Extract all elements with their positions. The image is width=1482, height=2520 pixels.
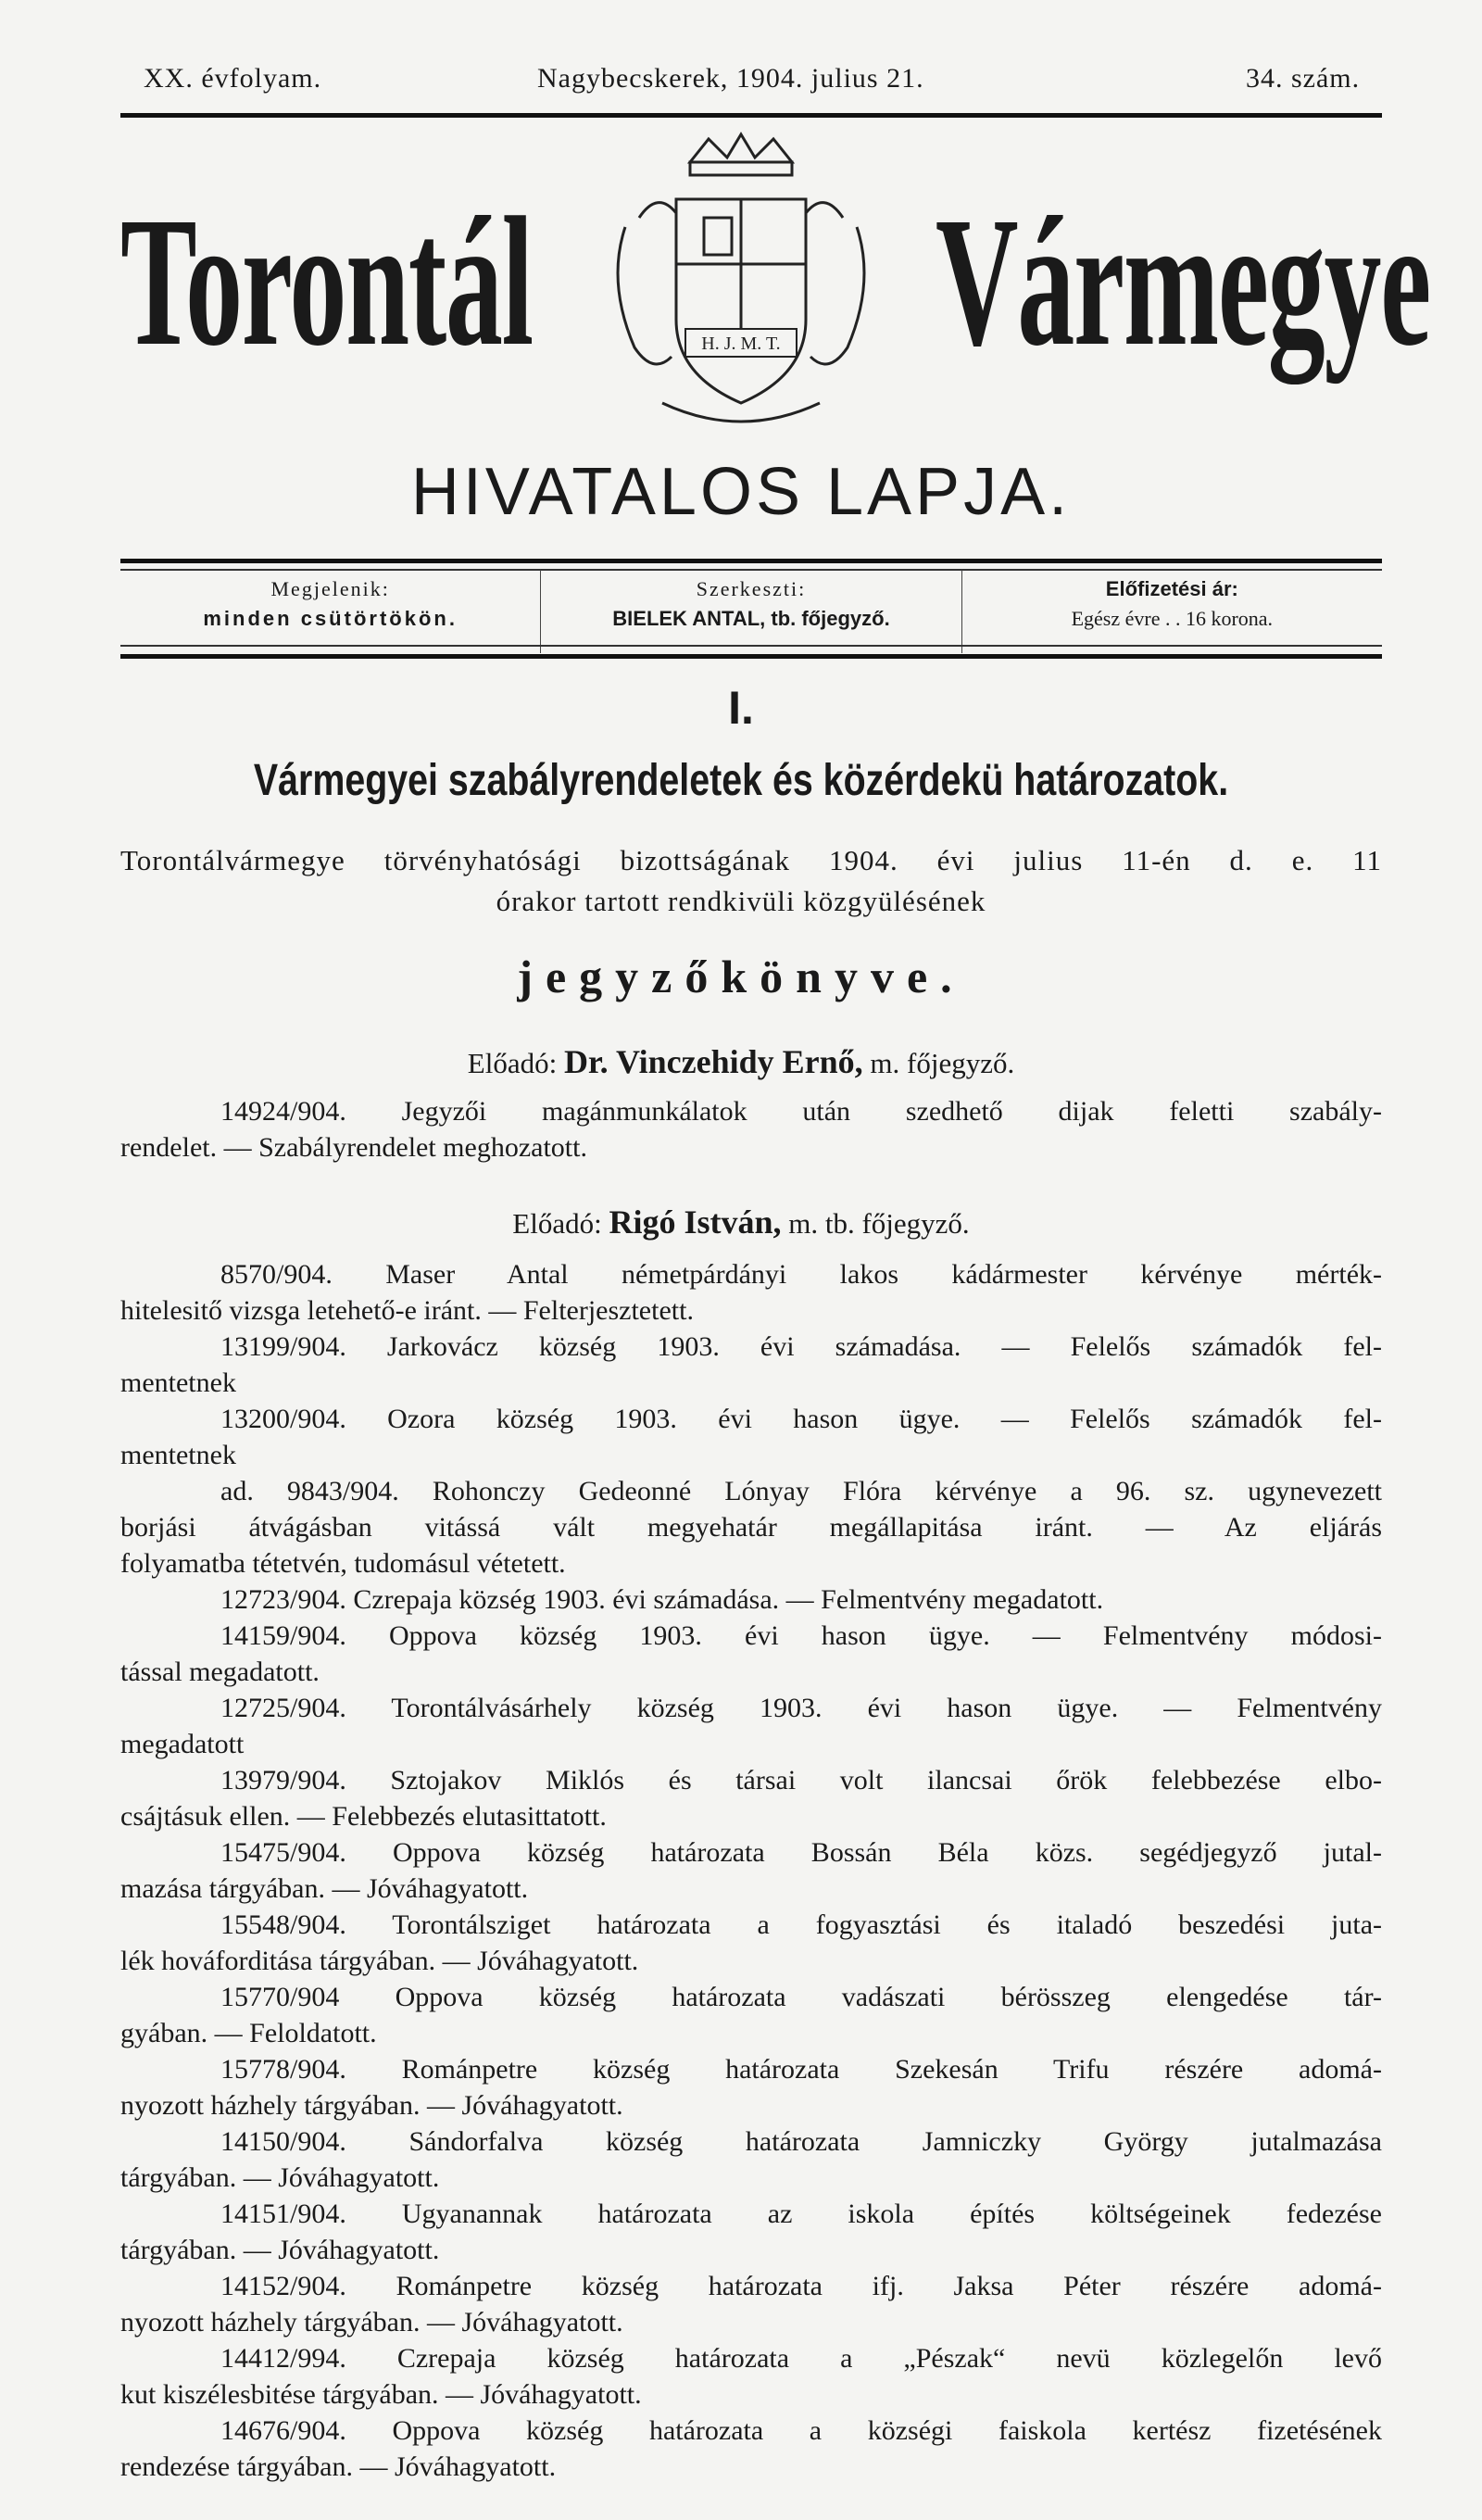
entry-paragraph xyxy=(120,1907,1382,1979)
entry-paragraph xyxy=(120,1834,1382,1907)
issue-number: 34. szám. xyxy=(1246,63,1361,94)
entry-line: mentetnek xyxy=(120,1367,236,1398)
entry-line: gyában. — Feloldatott. xyxy=(120,2018,377,2048)
entry-line: 14924/904. Jegyzői magánmunkálatok után szedhető dijak feletti szabály- xyxy=(220,1096,1382,1127)
masthead-right: Vármegye xyxy=(936,180,1431,384)
entry-paragraph xyxy=(120,1401,1382,1473)
intro-line: órakor tartott rendkivüli közgyülésének xyxy=(496,885,986,917)
entry-line: tárgyában. — Jóváhagyatott. xyxy=(120,2162,440,2193)
entry-line: csájtásuk ellen. — Felebbezés elutasittatott. xyxy=(120,1801,607,1832)
masthead-left: Torontál xyxy=(120,180,533,384)
entry-line: nyozott házhely tárgyában. — Jóváhagyatott. xyxy=(120,2090,623,2121)
entry-paragraph xyxy=(120,1762,1382,1834)
entry-line: 13200/904. Ozora község 1903. évi hason ügye. — Felelős számadók fel- xyxy=(220,1404,1382,1434)
entry-line: 15475/904. Oppova község határozata Bossán Béla közs. segédjegyző jutal- xyxy=(220,1837,1382,1868)
entry-paragraph xyxy=(120,2051,1382,2123)
info-label: Előfizetési ár: xyxy=(1105,577,1238,600)
section-number: I. xyxy=(728,682,754,734)
info-publication xyxy=(120,570,541,653)
entry-paragraph xyxy=(120,1618,1382,1690)
entry-line: rendelet. — Szabályrendelet meghozatott. xyxy=(120,1132,587,1163)
place-date: Nagybecskerek, 1904. julius 21. xyxy=(537,63,924,94)
entry-paragraph xyxy=(120,1581,1382,1618)
presenter-prefix: Előadó: xyxy=(467,1047,558,1079)
entry-paragraph xyxy=(120,1690,1382,1762)
entry-paragraph xyxy=(120,2123,1382,2196)
info-value: Egész évre . . 16 korona. xyxy=(1071,607,1274,630)
info-editor xyxy=(541,570,961,653)
entry-line: 12723/904. Czrepaja község 1903. évi számadása. — Felmentvény megadatott. xyxy=(220,1584,1104,1615)
entry-line: 14159/904. Oppova község 1903. évi hason ügye. — Felmentvény módosi- xyxy=(220,1620,1382,1651)
info-rule-top xyxy=(120,559,1382,563)
entry-line: 14150/904. Sándorfalva község határozata Jamniczky György jutalmazása xyxy=(220,2126,1382,2157)
presenter-role: m. tb. főjegyző. xyxy=(788,1207,970,1240)
entry-line: hitelesitő vizsga letehető-e iránt. — Felterjesztetett. xyxy=(120,1295,694,1326)
presenter-line xyxy=(0,1203,1482,1241)
presenter-prefix: Előadó: xyxy=(512,1207,602,1240)
entry-line: lék hováforditása tárgyában. — Jóváhagyatott. xyxy=(120,1946,639,1976)
entry-line: 14152/904. Románpetre község határozata ifj. Jaksa Péter részére adomá- xyxy=(220,2271,1382,2301)
presenter-role: m. főjegyző. xyxy=(870,1047,1015,1079)
entry-paragraph xyxy=(120,1979,1382,2051)
entry-line: borjási átvágásban vitássá vált megyehatár megállapitása iránt. — Az eljárás xyxy=(120,1512,1382,1543)
coat-of-arms-crest xyxy=(588,125,894,440)
info-label: Szerkeszti: xyxy=(696,577,807,600)
entry-paragraph xyxy=(120,1256,1382,1329)
info-rule-bottom xyxy=(120,654,1382,659)
entry-paragraph xyxy=(120,2413,1382,2485)
issue-header xyxy=(120,63,1382,100)
entry-line: mentetnek xyxy=(120,1440,236,1470)
entry-line: 8570/904. Maser Antal németpárdányi lakos kádármester kérvénye mérték- xyxy=(220,1259,1382,1290)
entry-line: ad. 9843/904. Rohonczy Gedeonné Lónyay Flóra kérvénye a 96. sz. ugynevezett xyxy=(220,1476,1382,1506)
crest-lettering: H. J. M. T. xyxy=(701,334,781,354)
entry-paragraph xyxy=(120,1473,1382,1581)
header-rule xyxy=(120,113,1382,118)
info-rule-bottom-thin xyxy=(120,645,1382,647)
volume-label: XX. évfolyam. xyxy=(144,63,322,94)
entry-line: 15778/904. Románpetre község határozata Szekesán Trifu részére adomá- xyxy=(220,2054,1382,2085)
info-box xyxy=(120,570,1382,653)
document-title: jegyzőkönyve. xyxy=(517,951,965,1002)
entry-paragraph xyxy=(120,1329,1382,1401)
info-label: Megjelenik: xyxy=(270,577,390,600)
entry-line: 13979/904. Sztojakov Miklós és társai volt ilancsai őrök felebbezése elbo- xyxy=(220,1765,1382,1796)
section-title: Vármegyei szabályrendeletek és közérdekü határozatok. xyxy=(253,756,1229,805)
info-subscription xyxy=(962,570,1382,653)
intro-line: Torontálvármegye törvényhatósági bizottságának 1904. évi julius 11-én d. e. 11 xyxy=(120,844,1382,876)
entry-paragraph xyxy=(120,2196,1382,2268)
entry-paragraph xyxy=(120,1093,1382,1166)
entry-line: mazása tárgyában. — Jóváhagyatott. xyxy=(120,1873,529,1904)
entry-line: megadatott xyxy=(120,1729,245,1759)
entry-paragraph xyxy=(120,2268,1382,2340)
presenter-name: Dr. Vinczehidy Ernő, xyxy=(563,1043,863,1080)
entry-line: tárgyában. — Jóváhagyatott. xyxy=(120,2235,440,2265)
entry-line: 13199/904. Jarkovácz község 1903. évi számadása. — Felelős számadók fel- xyxy=(220,1331,1382,1362)
presenter-line xyxy=(0,1042,1482,1081)
info-value: minden csütörtökön. xyxy=(203,607,458,630)
entry-line: 15548/904. Torontálsziget határozata a fogyasztási és italadó beszedési juta- xyxy=(220,1909,1382,1940)
info-value: BIELEK ANTAL, tb. főjegyző. xyxy=(612,607,890,630)
entry-line: 14151/904. Ugyanannak határozata az iskola építés költségeinek fedezése xyxy=(220,2199,1382,2229)
entry-paragraph xyxy=(120,2340,1382,2413)
entry-line: 14676/904. Oppova község határozata a községi faiskola kertész fizetésének xyxy=(220,2415,1382,2446)
entry-line: 12725/904. Torontálvásárhely község 1903. évi hason ügye. — Felmentvény xyxy=(220,1693,1382,1723)
entry-line: rendezése tárgyában. — Jóváhagyatott. xyxy=(120,2451,557,2482)
entry-line: folyamatba tétetvén, tudomásul vétetett. xyxy=(120,1548,566,1579)
entries-group-2 xyxy=(120,1256,1382,2485)
entry-line: tással megadatott. xyxy=(120,1657,320,1687)
entry-line: kut kiszélesbitése tárgyában. — Jóváhagyatott. xyxy=(120,2379,642,2410)
masthead-subtitle: HIVATALOS LAPJA. xyxy=(410,455,1072,529)
entry-line: nyozott házhely tárgyában. — Jóváhagyatott. xyxy=(120,2307,623,2337)
presenter-name: Rigó István, xyxy=(609,1203,782,1241)
entry-line: 15770/904 Oppova község határozata vadászati bérösszeg elengedése tár- xyxy=(220,1982,1382,2012)
entries-group-1 xyxy=(120,1093,1382,1166)
entry-line: 14412/994. Czrepaja község határozata a „Pészak“ nevü közlegelőn levő xyxy=(220,2343,1382,2374)
